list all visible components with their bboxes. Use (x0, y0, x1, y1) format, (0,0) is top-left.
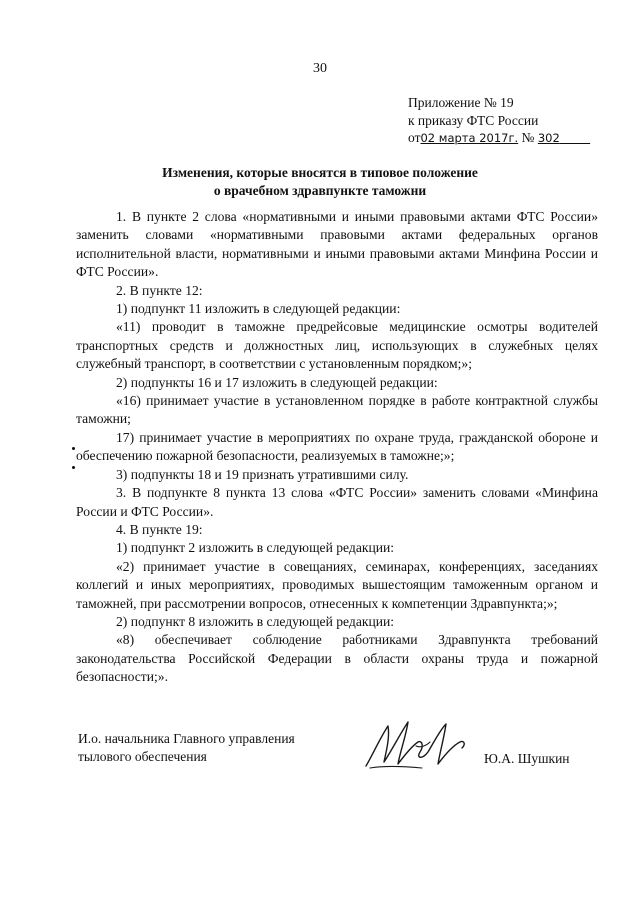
signatory-name: Ю.А. Шушкин (484, 751, 570, 766)
signatory-position-line-1: И.о. начальника Главного управления (78, 731, 295, 746)
title-line-1: Изменения, которые вносятся в типовое положение (162, 165, 478, 180)
paragraph-item-3: 3. В подпункте 8 пункта 13 слова «ФТС России» заменить словами «Минфина России и ФТС России». (76, 485, 598, 519)
paragraph-quote-2: «2) принимает участие в совещаниях, семинарах, конференциях, заседаниях коллегий и иных мероприятиях, проводимых вышестоящим таможенным органом и таможней, при рассмотрении вопросов, отнесенных к компетенции Здравпункта;»; (76, 558, 598, 611)
appendix-date-line (408, 129, 590, 148)
paragraph-sub-4-1: 1) подпункт 2 изложить в следующей редакции: (116, 540, 395, 556)
margin-dot (72, 447, 75, 450)
document-title (0, 164, 640, 200)
signatory-position (78, 730, 295, 765)
appendix-number: Приложение № 19 (408, 95, 514, 110)
paragraph-quote-16: «16) принимает участие в установленном порядке в работе контрактной службы таможни; (76, 393, 598, 427)
handwritten-signature (360, 716, 470, 776)
number-prefix: № (518, 130, 538, 145)
paragraph-quote-8: «8) обеспечивает соблюдение работниками Здравпункта требований законодательства Российской Федерации в области охраны труда и пожарной безопасности;». (76, 632, 598, 685)
paragraph-item-2: 2. В пункте 12: (116, 282, 203, 298)
document-body (76, 208, 598, 687)
order-date: 02 марта 2017г. (420, 131, 519, 145)
paragraph-item-1: 1. В пункте 2 слова «нормативными и иными правовыми актами ФТС России» заменить словами «нормативными правовыми актами федеральных органов исполнительной власти, нормативными и иными правовыми актами Минфина России и ФТС России». (76, 209, 598, 280)
paragraph-quote-11: «11) проводит в таможне предрейсовые медицинские осмотры водителей транспортных средств и должностных лиц, использующих в служебных целях служебный транспорт, в соответствии с установленным порядком;»; (76, 319, 598, 372)
paragraph-sub-2: 2) подпункты 16 и 17 изложить в следующей редакции: (116, 374, 438, 390)
order-number: 302 (537, 131, 560, 145)
paragraph-sub-3: 3) подпункты 18 и 19 признать утратившими силу. (116, 466, 409, 482)
title-line-2: о врачебном здравпункте таможни (213, 183, 427, 198)
number-underline-tail (560, 130, 590, 145)
paragraph-quote-17: 17) принимает участие в мероприятиях по охране труда, гражданской обороне и обеспечению пожарной безопасности, реализуемых в таможне;»; (76, 429, 598, 464)
paragraph-item-4: 4. В пункте 19: (116, 521, 203, 537)
page-number: 30 (313, 61, 327, 76)
paragraph-sub-1: 1) подпункт 11 изложить в следующей редакции: (116, 301, 401, 317)
signatory-position-line-2: тылового обеспечения (78, 748, 207, 764)
date-prefix: от (408, 130, 421, 145)
appendix-order-reference: к приказу ФТС России (408, 112, 539, 128)
appendix-header (408, 94, 590, 148)
margin-dot (72, 466, 75, 469)
paragraph-sub-4-2: 2) подпункт 8 изложить в следующей редакции: (116, 613, 395, 629)
